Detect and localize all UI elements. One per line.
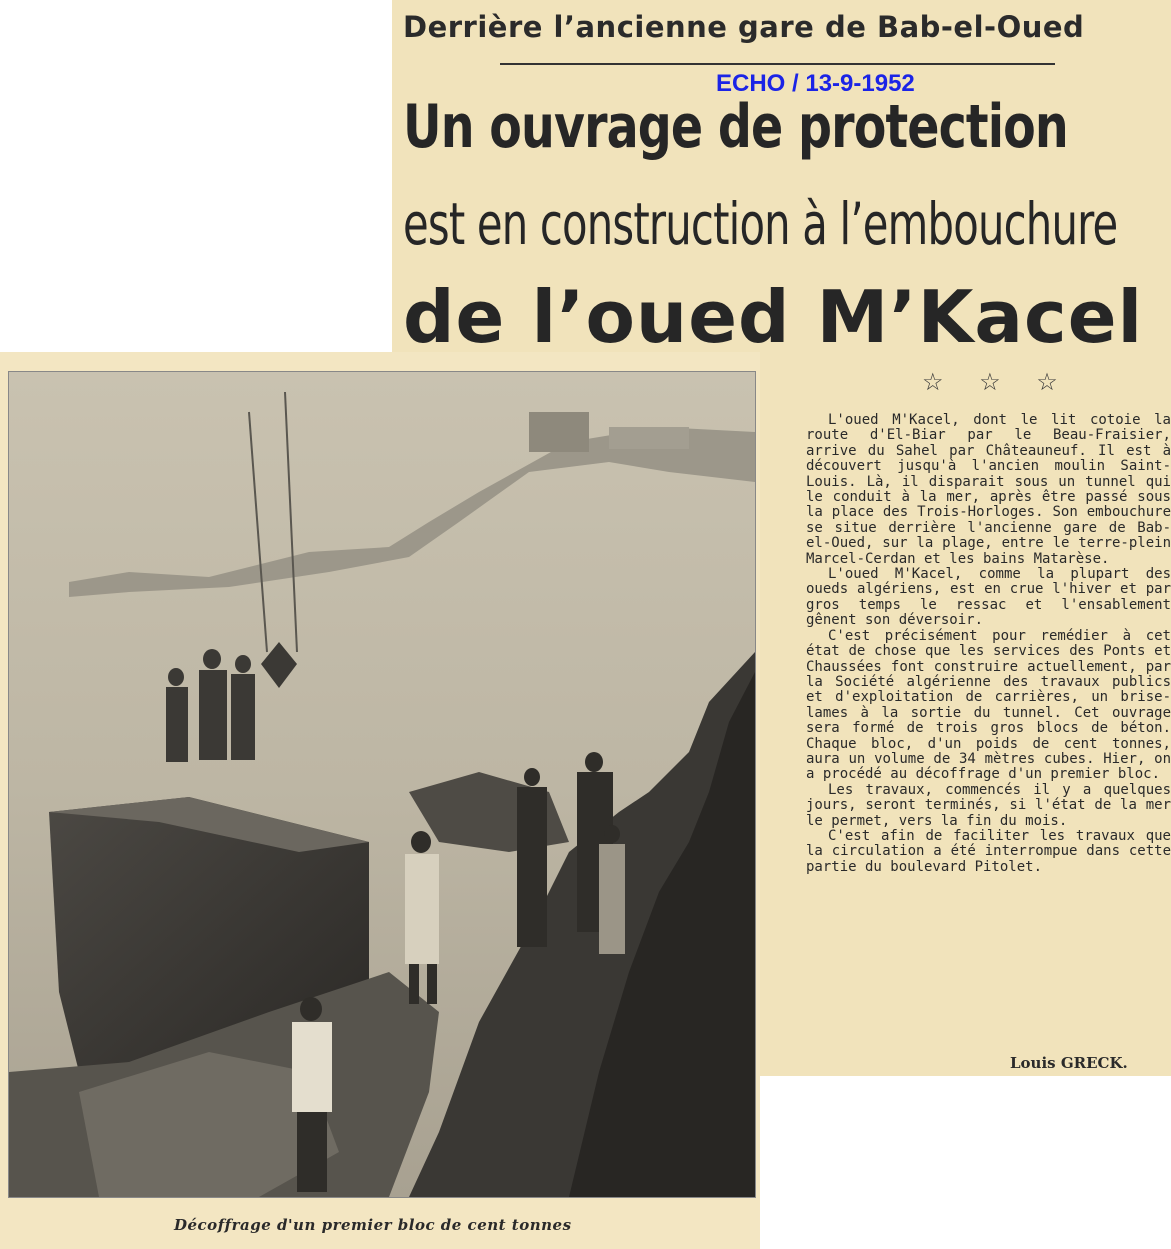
- byline: Louis GRECK.: [1010, 1054, 1128, 1072]
- headline-line-3: de l’oued M’Kacel: [403, 275, 1144, 359]
- article-paragraph: L'oued M'Kacel, dont le lit cotoie la route d'El-Biar par le Beau-Fraisier, arrive du Sahel par Châteauneuf. Il est à découvert jusqu'à l'ancien moulin Saint-Louis. Là, il disparait sous un tunnel qui le conduit à la mer, après être passé sous la place des Trois-Horloges. Son embouchure se situe derrière l'ancienne gare de Bab-el-Oued, sur la plage, entre le terre-plein Marcel-Cerdan et les bains Matarèse.: [806, 412, 1171, 567]
- headline-line-1: Un ouvrage de protection: [403, 92, 1068, 162]
- date-stamp: ECHO / 13-9-1952: [716, 70, 915, 97]
- article-paragraph: L'oued M'Kacel, comme la plupart des oueds algériens, est en crue l'hiver et par gros temps le ressac et l'ensablement gênent son déversoir.: [806, 566, 1171, 629]
- article-paragraph: C'est afin de faciliter les travaux que la circulation a été interrompue dans cette partie du boulevard Pitolet.: [806, 827, 1171, 875]
- news-photo: [8, 371, 756, 1198]
- article-paragraph: Les travaux, commencés il y a quelques jours, seront terminés, si l'état de la mer le permet, vers la fin du mois.: [806, 781, 1171, 829]
- article-paragraph: C'est précisément pour remédier à cet état de chose que les services des Ponts et Chaussées font construire actuellement, par la Société algérienne des travaux publics et d'exploitation de carrières, un brise-lames à la sortie du tunnel. Cet ouvrage sera formé de trois gros blocs de béton. Chaque bloc, d'un poids de cent tonnes, aura un volume de 34 mètres cubes. Hier, on a procédé au décoffrage d'un premier bloc.: [806, 627, 1171, 783]
- star-separator: ☆ ☆ ☆: [922, 368, 1072, 396]
- photo-caption: Décoffrage d'un premier bloc de cent tonnes: [174, 1216, 572, 1234]
- headline-kicker: Derrière l’ancienne gare de Bab-el-Oued: [403, 10, 1085, 44]
- article-body: [806, 413, 1171, 875]
- headline-line-2: est en construction à l’embouchure: [403, 190, 1118, 258]
- divider-rule: [500, 63, 1055, 65]
